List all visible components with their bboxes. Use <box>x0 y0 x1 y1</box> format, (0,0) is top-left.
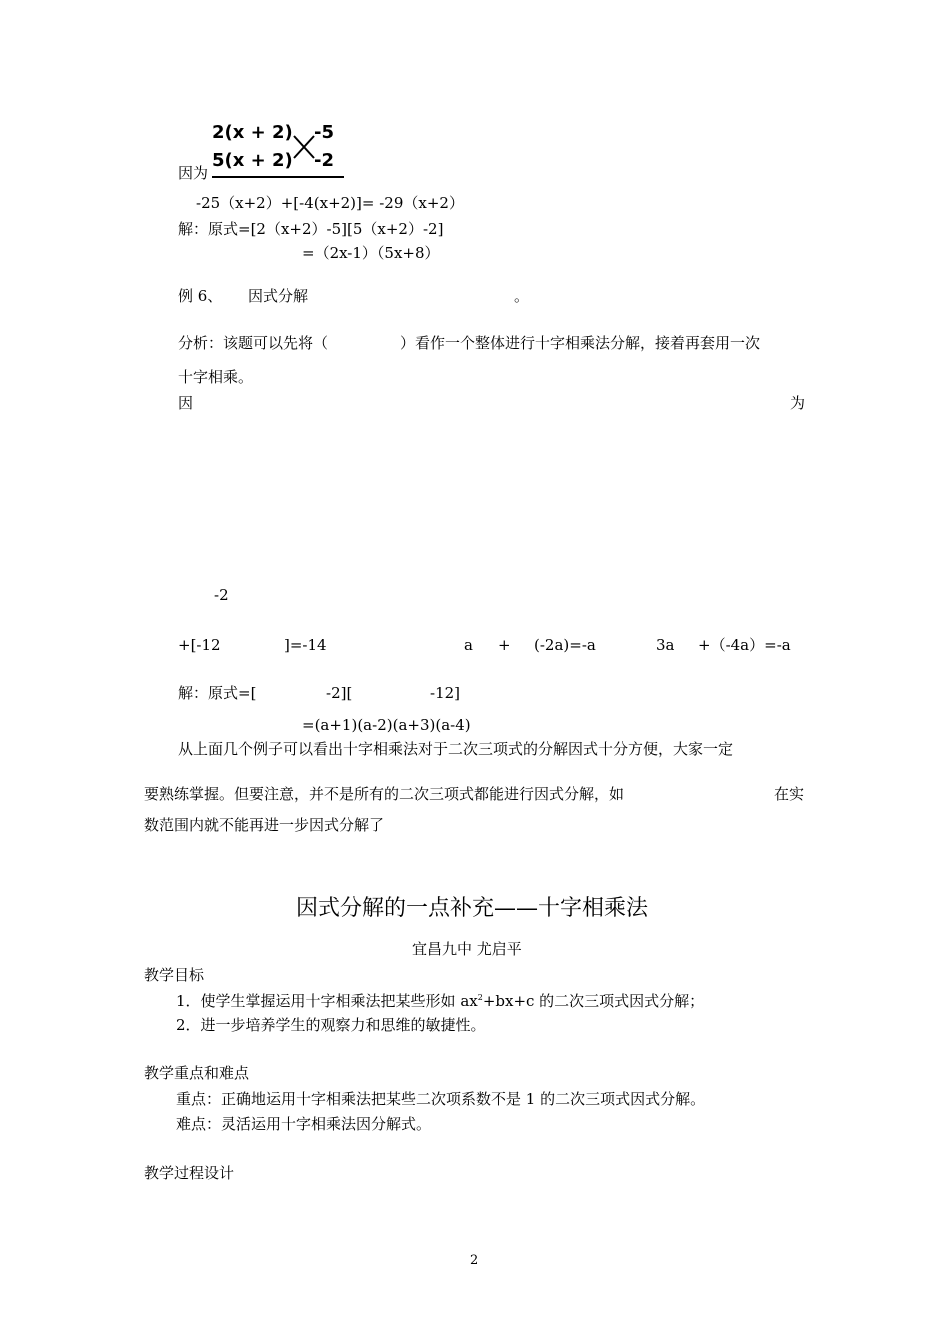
cross-top-right: -5 <box>314 122 334 143</box>
goal-2: 2．进一步培养学生的观察力和思维的敏捷性。 <box>176 1016 486 1034</box>
cross-top-left: 2(x + 2) <box>212 122 293 143</box>
goals-heading: 教学目标 <box>144 966 205 984</box>
example-period: 。 <box>514 287 530 305</box>
lesson-title: 因式分解的一点补充——十字相乘法 <box>296 896 649 921</box>
solution-line: 解：原式=[2（x+2）-5][5（x+2）-2] <box>178 220 444 238</box>
solution-a: 解：原式=[ <box>178 684 257 702</box>
page-number: 2 <box>470 1253 479 1268</box>
solution-b: -2][ <box>326 684 353 702</box>
cross-x-icon <box>292 134 316 160</box>
solution-c: -12] <box>430 684 461 702</box>
summary-line2-a: 要熟练掌握。但要注意，并不是所有的二次三项式都能进行因式分解，如 <box>144 785 625 803</box>
minus-two: -2 <box>214 586 229 604</box>
focus-heading: 教学重点和难点 <box>144 1064 250 1082</box>
row-part-g: +（-4a）=-a <box>698 636 791 654</box>
row-part-d: + <box>498 636 511 654</box>
difficulty-point: 难点：灵活运用十字相乘法因分解式。 <box>176 1115 432 1133</box>
example-task: 因式分解 <box>248 287 309 305</box>
goal-1-text-b: +bx+c 的二次三项式因式分解； <box>482 992 705 1010</box>
example-label: 例 6、 <box>178 287 223 305</box>
because-right: 为 <box>790 394 806 412</box>
row-part-e: (-2a)=-a <box>534 636 596 654</box>
because-left: 因 <box>178 394 194 412</box>
row-part-f: 3a <box>656 636 675 654</box>
goal-1 <box>176 994 704 1009</box>
summary-line1: 从上面几个例子可以看出十字相乘法对于二次三项式的分解因式十分方便，大家一定 <box>178 740 734 758</box>
cross-bottom-right: -2 <box>314 150 334 171</box>
solution-result: =（2x-1）（5x+8） <box>302 244 440 262</box>
cross-bottom-left: 5(x + 2) <box>212 150 293 171</box>
lesson-author: 宜昌九中 尤启平 <box>412 940 522 958</box>
focus-point: 重点：正确地运用十字相乘法把某些二次项系数不是 1 的二次三项式因式分解。 <box>176 1090 706 1108</box>
row-part-a: +[-12 <box>178 636 221 654</box>
process-heading: 教学过程设计 <box>144 1164 235 1182</box>
goal-1-text-a: 1．使学生掌握运用十字相乘法把某些形如 ax <box>176 992 478 1010</box>
check-line: -25（x+2）+[-4(x+2)]= -29（x+2） <box>196 194 464 212</box>
analysis-text-b: ）看作一个整体进行十字相乘法分解，接着再套用一次 <box>400 334 761 352</box>
because-label: 因为 <box>178 164 209 182</box>
solution-final: =(a+1)(a-2)(a+3)(a-4) <box>302 716 471 734</box>
row-part-c: a <box>464 636 473 654</box>
analysis-text-a: 分析：该题可以先将（ <box>178 334 329 352</box>
cross-underline <box>212 176 344 178</box>
goal-1-superscript: 2 <box>477 993 483 1002</box>
analysis-text-line2: 十字相乘。 <box>178 368 254 386</box>
row-part-b: ]=-14 <box>284 636 327 654</box>
summary-line3: 数范围内就不能再进一步因式分解了 <box>144 816 385 834</box>
summary-line2-b: 在实 <box>774 785 805 803</box>
